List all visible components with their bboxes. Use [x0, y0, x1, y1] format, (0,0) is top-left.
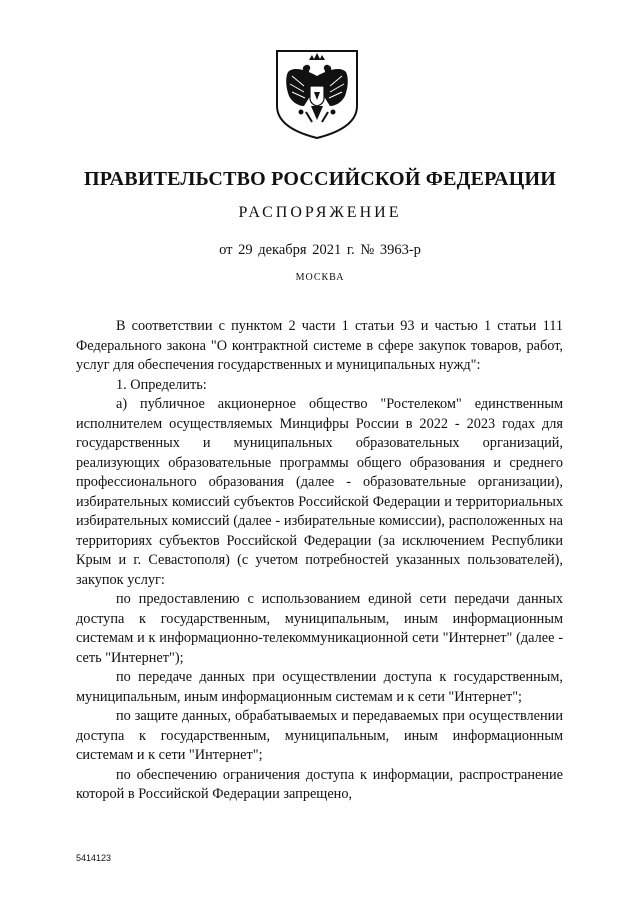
coat-of-arms-icon — [274, 48, 360, 140]
government-title: ПРАВИТЕЛЬСТВО РОССИЙСКОЙ ФЕДЕРАЦИИ — [84, 168, 556, 190]
paragraph: по предоставлению с использованием единой сети передачи данных доступа к государственным, муниципальным, иным информационным системам и к информационно-телекоммуникационной сети "Интернет" (далее - сеть "Интернет"); — [76, 591, 563, 666]
paragraph: по обеспечению ограничения доступа к информации, распространение которой в Российской Федерации запрещено, — [76, 766, 563, 802]
paragraph: а) публичное акционерное общество "Ростелеком" единственным исполнителем осуществляемых Минцифры России в 2022 - 2023 годах для государственных и муниципальных образовательных организаций, реализующих образовательные программы общего образования и среднего профессионального образования (далее - образовательные организации), избирательных комиссий субъектов Российской Федерации и территориальных избирательных комиссий (далее - избирательные комиссии), расположенных на территориях субъектов Российской Федерации (за исключением Республики Крым и г. Севастополя) (с учетом потребностей указанных пользователей), закупок услуг: — [76, 396, 563, 588]
document-type: РАСПОРЯЖЕНИЕ — [238, 204, 402, 221]
document-city: МОСКВА — [295, 272, 345, 283]
paragraph: по передаче данных при осуществлении доступа к государственным, муниципальным, иным информационным системам и к сети "Интернет"; — [76, 669, 563, 705]
paragraph: В соответствии с пунктом 2 части 1 статьи 93 и частью 1 статьи 111 Федерального закона "О контрактной системе в сфере закупок товаров, работ, услуг для обеспечения государственных и муниципальных нужд": — [76, 318, 563, 373]
footer-code: 5414123 — [76, 853, 112, 863]
paragraph: 1. Определить: — [116, 376, 207, 393]
document-date-number: от 29 декабря 2021 г. № 3963-р — [219, 242, 421, 258]
document-body — [76, 317, 563, 805]
paragraph: по защите данных, обрабатываемых и передаваемых при осуществлении доступа к государственным, муниципальным, иным информационным системам и к сети "Интернет"; — [76, 708, 563, 763]
